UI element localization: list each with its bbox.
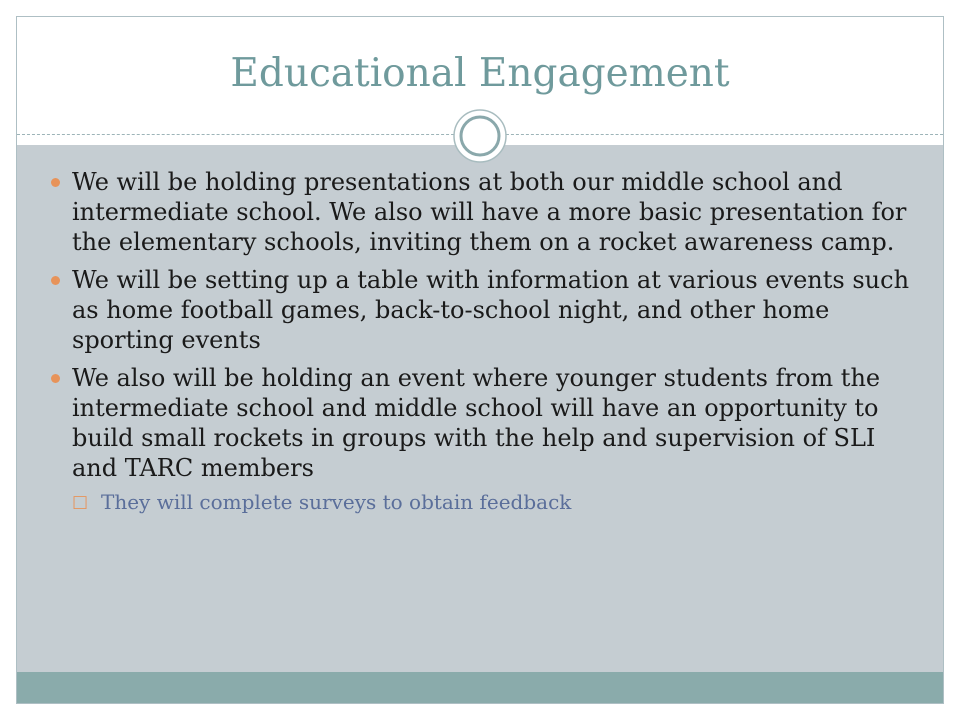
hollow-square-bullet-icon: □ xyxy=(72,492,89,512)
bullet-text: We will be setting up a table with information at various events such as home football games, back-to-school night, and other home sporting events xyxy=(72,266,910,354)
footer-band xyxy=(17,672,943,703)
sub-bullet-item xyxy=(72,489,921,515)
bullet-item xyxy=(51,363,921,515)
bullet-text: We also will be holding an event where younger students from the intermediate school and middle school will have an opportunity to build small rockets in groups with the help and supervision of SLI and TARC members xyxy=(72,364,881,482)
bullet-item xyxy=(51,265,921,355)
concentric-circle-icon xyxy=(452,108,508,164)
round-bullet-icon xyxy=(51,178,60,187)
round-bullet-icon xyxy=(51,374,60,383)
sub-bullet-text: They will complete surveys to obtain feedback xyxy=(101,490,572,514)
bullet-text: We will be holding presentations at both our middle school and intermediate school. We also will have a more basic presentation for the elementary schools, inviting them on a rocket awareness camp. xyxy=(72,168,907,256)
round-bullet-icon xyxy=(51,276,60,285)
slide-title: Educational Engagement xyxy=(230,51,730,96)
slide-frame xyxy=(16,16,944,704)
bullet-item xyxy=(51,167,921,257)
bullet-list xyxy=(51,167,921,523)
